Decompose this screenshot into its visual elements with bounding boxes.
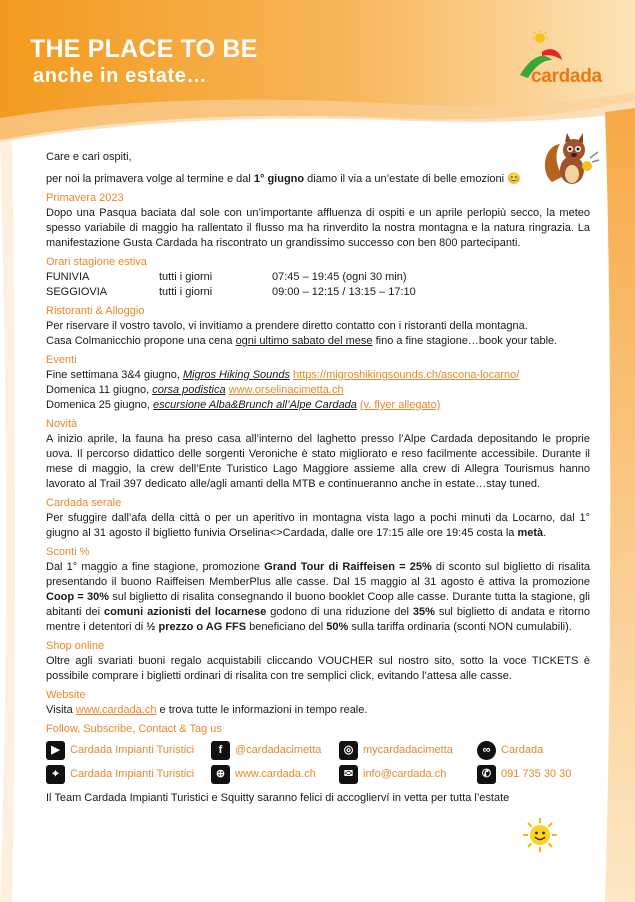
sconti-part: sul biglietto di risalita consegnando il buono booklet Coop alle casse. Durante tutta la stagione, gli abitanti dei — [46, 591, 590, 618]
website-text-b: e trova tutte le informazioni in tempo reale. — [156, 704, 368, 716]
intro-date: 1° giugno — [253, 173, 305, 185]
ristoranti-text-underlined: ogni ultimo sabato del mese — [235, 335, 373, 347]
sconti-bold: 50% — [326, 621, 349, 633]
serale-text-bold: metà — [517, 527, 544, 539]
serale-text — [46, 511, 590, 541]
schedule-days: tutti i giorni — [159, 286, 213, 298]
novita-text: A inizio aprile, la fauna ha preso casa all’interno del laghetto presso l’Alpe Cardada depositando le proprie uova. Il percorso didattico delle sorgenti Veroniche è stato migliorato e reso facilmente accessibile. Durante il mese di maggio, la crew dell’Ente Turistico Lago Maggiore assieme alla crew di Allegra Tourismus hanno lavorato al Trail 397 dedicato alle/agli amanti della MTB e continueranno anche in estate…stay tuned. — [46, 433, 590, 490]
sconti-text — [46, 560, 590, 635]
schedule-name: FUNIVIA — [46, 271, 90, 283]
tripadvisor-icon: ∞ — [477, 741, 496, 760]
ristoranti-text-a: Casa Colmanicchio propone una cena — [46, 335, 236, 347]
event-date: Domenica 25 giugno, — [46, 399, 154, 411]
letter-body — [46, 150, 590, 806]
section-heading-sconti: Sconti % — [46, 546, 90, 558]
schedule-name: SEGGIOVIA — [46, 286, 108, 298]
social-label: 091 735 30 30 — [501, 768, 572, 780]
event-link[interactable]: https://migroshikingsounds.ch/ascona-locarno/ — [293, 369, 520, 381]
schedule-hours: 09:00 – 12:15 / 13:15 – 17:10 — [272, 286, 416, 298]
event-item — [46, 398, 590, 413]
website-text — [46, 703, 590, 718]
section-heading-shop: Shop online — [46, 640, 105, 652]
header-title: THE PLACE TO BE — [30, 35, 258, 63]
event-item — [46, 368, 590, 383]
sconti-part: Dal 1° maggio a fine stagione, promozione — [46, 561, 265, 573]
social-label: www.cardada.ch — [235, 768, 316, 780]
social-mail[interactable] — [339, 765, 477, 784]
intro-paragraph — [46, 172, 590, 187]
section-heading-follow: Follow, Subscribe, Contact & Tag us — [46, 723, 222, 735]
ristoranti-text-2 — [46, 334, 590, 349]
facebook-icon: f — [211, 741, 230, 760]
social-tripadvisor[interactable] — [477, 741, 590, 760]
website-text-a: Visita — [46, 704, 76, 716]
sconti-part: sulla tariffa ordinaria (sconti NON cumulabili). — [348, 621, 572, 633]
social-youtube[interactable] — [46, 741, 211, 760]
event-date: Fine settimana 3&4 giugno, — [46, 369, 183, 381]
sconti-bold: ½ prezzo o AG FFS — [146, 621, 247, 633]
section-heading-eventi: Eventi — [46, 354, 77, 366]
event-name[interactable]: Migros Hiking Sounds — [182, 369, 290, 381]
event-name[interactable]: escursione Alba&Brunch all’Alpe Cardada — [153, 399, 357, 411]
shop-text: Oltre agli svariati buoni regalo acquistabili cliccando VOUCHER sul nostro sito, sotto la voce TICKETS è possibile comprare i biglietti ordinari di risalita con tre semplici click, evitando l’attesa alle casse. — [46, 655, 590, 682]
social-label: Cardada Impianti Turistici — [70, 768, 195, 780]
social-label: info@cardada.ch — [363, 768, 447, 780]
sconti-bold: Grand Tour di Raiffeisen = 25% — [264, 561, 432, 573]
instagram-icon: ◎ — [339, 741, 358, 760]
section-heading-primavera: Primavera 2023 — [46, 192, 124, 204]
phone-icon: ✆ — [477, 765, 496, 784]
ristoranti-text: Per riservare il vostro tavolo, vi invitiamo a prendere diretto contatto con i ristoranti della montagna. — [46, 320, 528, 332]
maps-icon: ⌖ — [46, 765, 65, 784]
ristoranti-text-b: fino a fine stagione…book your table. — [372, 335, 558, 347]
social-phone[interactable] — [477, 765, 590, 784]
cardada-logo-text: cardada — [531, 66, 602, 87]
event-date: Domenica 11 giugno, — [46, 384, 153, 396]
sconti-bold: comuni azionisti del locarnese — [104, 606, 267, 618]
sconti-part: di sconto sul biglietto di risalita presentando il buono Raiffeisen MemberPlus alle casse. Dal 15 maggio al 31 agosto è attiva la promozione — [46, 561, 590, 588]
schedule-table — [46, 270, 590, 300]
event-link[interactable]: (v. flyer allegato) — [359, 399, 441, 411]
intro-text-end: diamo il via a un’estate di belle emozioni 😊 — [304, 173, 521, 185]
section-heading-website: Website — [46, 689, 86, 701]
serale-text-a: Per sfuggire dall’afa della città o per un aperitivo in montagna vista lago a pochi minuti da Locarno, dal 1° giugno al 31 agosto il biglietto funivia Orselina<>Cardada, dalle ore 17:15 alle ore 19:45 costa la — [46, 512, 590, 539]
mail-icon: ✉ — [339, 765, 358, 784]
youtube-icon: ▶ — [46, 741, 65, 760]
sconti-part: godono di una riduzione del — [266, 606, 413, 618]
intro-text: per noi la primavera volge al termine e dal — [46, 173, 254, 185]
sconti-part: sul biglietto di andata e ritorno mentre i detentori di — [46, 606, 591, 633]
header-subtitle: anche in estate… — [33, 65, 208, 87]
social-label: mycardadacimetta — [363, 744, 453, 756]
section-heading-novita: Novità — [46, 418, 78, 430]
social-label: Cardada — [501, 744, 544, 756]
event-link[interactable]: www.orselinacimetta.ch — [228, 384, 344, 396]
closing-text: Il Team Cardada Impianti Turistici e Squitty saranno felici di accoglierví in vetta per tutta l’estate — [46, 792, 510, 804]
sconti-part: beneficiano del — [246, 621, 327, 633]
schedule-days: tutti i giorni — [159, 271, 213, 283]
social-web[interactable] — [211, 765, 339, 784]
greeting: Care e cari ospiti, — [46, 151, 132, 163]
social-label: @cardadacimetta — [235, 744, 322, 756]
social-links — [46, 741, 590, 784]
section-heading-orari: Orari stagione estiva — [46, 256, 147, 268]
social-instagram[interactable] — [339, 741, 477, 760]
event-item — [46, 383, 590, 398]
website-link[interactable]: www.cardada.ch — [75, 704, 157, 716]
social-facebook[interactable] — [211, 741, 339, 760]
sconti-bold: 35% — [412, 606, 435, 618]
section-heading-ristoranti: Ristoranti & Alloggio — [46, 305, 145, 317]
social-maps[interactable] — [46, 765, 211, 784]
sun-mascot-icon — [523, 818, 557, 852]
event-name[interactable]: corsa podistica — [152, 384, 226, 396]
schedule-hours: 07:45 – 19:45 (ogni 30 min) — [272, 271, 407, 283]
social-label: Cardada Impianti Turistici — [70, 744, 195, 756]
web-icon: ⊕ — [211, 765, 230, 784]
primavera-text: Dopo una Pasqua baciata dal sole con un’importante affluenza di ospiti e un aprile perlopiù secco, la meteo spesso variabile di maggio ha rallentato il flusso ma ha rinverdito la nostra montagna e la natura ringrazia. La manifestazione Gusta Cardada ha riscontrato un grandissimo successo con ben 800 partecipanti. — [46, 207, 590, 249]
serale-text-b: . — [543, 527, 547, 539]
section-heading-serale: Cardada serale — [46, 497, 122, 509]
sconti-bold: Coop = 30% — [46, 591, 110, 603]
